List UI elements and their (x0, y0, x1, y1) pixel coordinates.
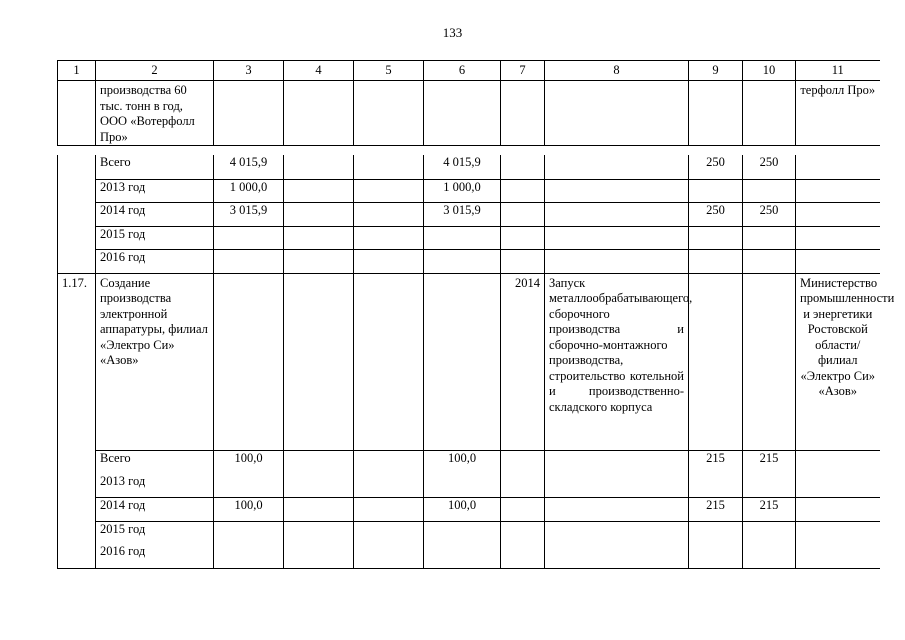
value-cell: 100,0 (424, 450, 501, 497)
column-number: 10 (743, 61, 796, 81)
value-cell: 250 (689, 155, 743, 179)
value-cell: 215 (743, 450, 796, 497)
table-row (58, 179, 880, 202)
row-label: 2016 год (96, 249, 214, 273)
item-description: Создание производства электронной аппаратуры, филиал «Электро Си» «Азов» (96, 273, 214, 450)
value-cell: 250 (743, 202, 796, 226)
budget-table-rows (57, 155, 895, 569)
responsible-cell: терфолл Про» (796, 81, 880, 146)
item-number: 1.17. (58, 273, 96, 568)
value-cell: 3 015,9 (214, 202, 284, 226)
value-cell: 215 (689, 497, 743, 521)
value-cell: 100,0 (214, 450, 284, 497)
table-row (58, 450, 880, 474)
column-number: 8 (545, 61, 689, 81)
table-row (58, 249, 880, 273)
value-cell: 1 000,0 (214, 179, 284, 202)
table-row (58, 202, 880, 226)
row-label: 2013 год (96, 179, 214, 202)
row-label: 2014 год (96, 202, 214, 226)
value-cell: 215 (689, 450, 743, 497)
column-number: 3 (214, 61, 284, 81)
value-cell: 3 015,9 (424, 202, 501, 226)
value-cell (743, 179, 796, 202)
table-row (58, 226, 880, 249)
table-row (58, 81, 880, 146)
column-number: 5 (354, 61, 424, 81)
table-row (58, 155, 880, 179)
column-number: 7 (501, 61, 545, 81)
value-cell: 100,0 (214, 497, 284, 521)
value-cell: 100,0 (424, 497, 501, 521)
column-number: 9 (689, 61, 743, 81)
value-cell: 4 015,9 (214, 155, 284, 179)
value-cell: 250 (743, 155, 796, 179)
budget-table (57, 60, 880, 146)
item-number-cell (58, 81, 96, 146)
column-number: 2 (96, 61, 214, 81)
table-row (58, 273, 880, 450)
column-number-row (58, 61, 880, 81)
row-label: 2015 год (96, 521, 214, 544)
value-cell: 250 (689, 202, 743, 226)
column-number: 1 (58, 61, 96, 81)
responsible-cell: Министерство промышленности и энергетики Ростовской области/ филиал «Электро Си» «Азов» (796, 273, 880, 450)
value-cell: 1 000,0 (424, 179, 501, 202)
value-cell: 215 (743, 497, 796, 521)
table-row (58, 521, 880, 544)
activity-description: Запуск металлообрабатывающего, сборочного производства и сборочно-монтажного производства, строительство котельной и производственно-складского корпуса (545, 273, 689, 450)
column-number: 11 (796, 61, 880, 81)
row-label: 2016 год (96, 544, 214, 568)
row-label: 2014 год (96, 497, 214, 521)
value-cell (689, 179, 743, 202)
row-label: 2015 год (96, 226, 214, 249)
item-description: производства 60 тыс. тонн в год, ООО «Вотерфолл Про» (96, 81, 214, 146)
value-cell: 4 015,9 (424, 155, 501, 179)
page-number: 133 (442, 25, 463, 40)
row-label: Всего (96, 450, 214, 474)
column-number: 6 (424, 61, 501, 81)
table-row (58, 497, 880, 521)
year-cell: 2014 (501, 273, 545, 450)
row-label: Всего (96, 155, 214, 179)
row-label: 2013 год (96, 474, 214, 497)
column-number: 4 (284, 61, 354, 81)
